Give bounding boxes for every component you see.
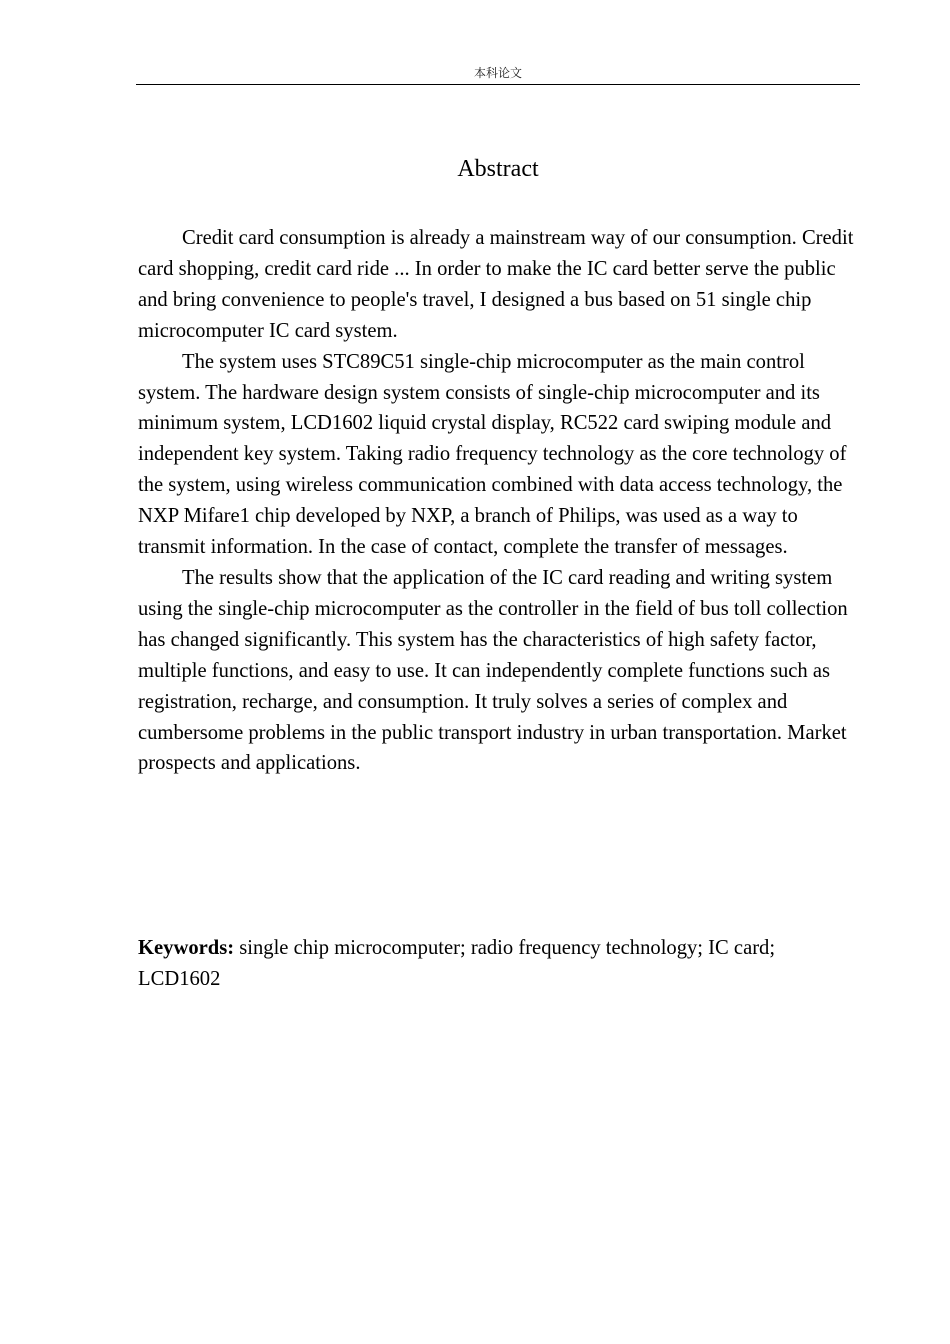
keywords-label: Keywords: — [138, 937, 235, 959]
abstract-body — [138, 223, 860, 779]
abstract-title: Abstract — [457, 156, 539, 182]
running-title: 本科论文 — [473, 66, 522, 80]
keywords — [138, 933, 860, 995]
page-header — [136, 64, 860, 85]
abstract-paragraph-3: The results show that the application of the IC card reading and writing system using the single-chip microcomputer as the controller in the field of bus toll collection has changed significantly. This system has the characteristics of high safety factor, multiple functions, and easy to use. It can independently complete functions such as registration, recharge, and consumption. It truly solves a series of complex and cumbersome problems in the public transport industry in urban transportation. Market prospects and applications. — [138, 566, 848, 775]
keywords-text: single chip microcomputer; radio frequency technology; IC card; LCD1602 — [138, 937, 776, 990]
abstract-paragraph-2: The system uses STC89C51 single-chip microcomputer as the main control system. The hardware design system consists of single-chip microcomputer and its minimum system, LCD1602 liquid crystal display, RC522 card swiping module and independent key system. Taking radio frequency technology as the core technology of the system, using wireless communication combined with data access technology, the NXP Mifare1 chip developed by NXP, a branch of Philips, was used as a way to transmit information. In the case of contact, complete the transfer of messages. — [138, 350, 847, 559]
abstract-paragraph-1: Credit card consumption is already a mainstream way of our consumption. Credit card shopping, credit card ride ... In order to make the IC card better serve the public and bring convenience to people's travel, I designed a bus based on 51 single chip microcomputer IC card system. — [138, 227, 854, 342]
